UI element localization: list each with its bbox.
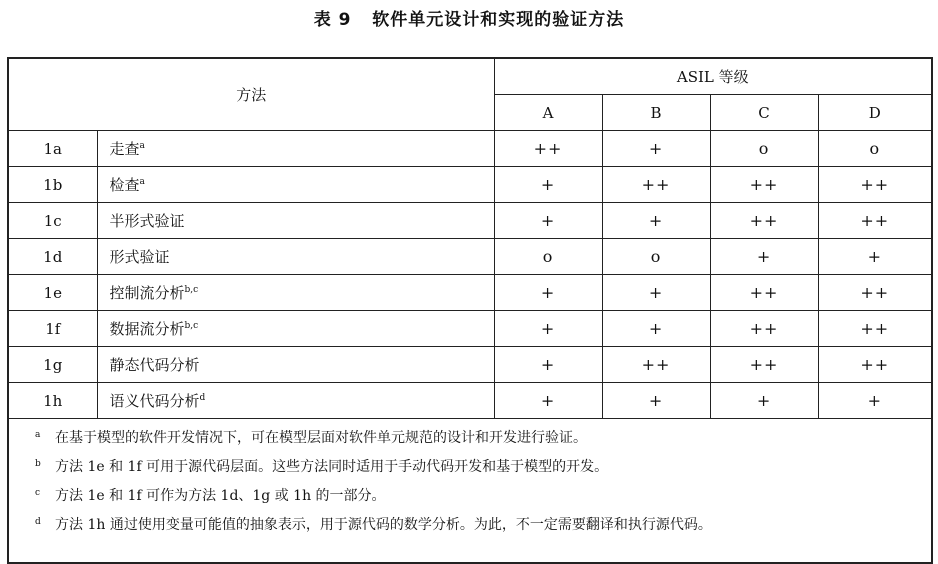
footnote: [35, 429, 931, 458]
asil-d-value: ++: [818, 167, 932, 203]
asil-a-value: +: [494, 203, 602, 239]
asil-a-value: +: [494, 347, 602, 383]
asil-column-d: D: [818, 95, 932, 131]
table-row: [8, 131, 932, 167]
asil-a-value: o: [494, 239, 602, 275]
asil-c-value: +: [710, 239, 818, 275]
method-name: 半形式验证: [109, 211, 185, 230]
footnote: [35, 487, 931, 516]
method-name-cell: [97, 239, 494, 275]
asil-level-header: ASIL 等级: [494, 58, 932, 95]
asil-c-value: ++: [710, 167, 818, 203]
method-name-cell: [97, 347, 494, 383]
footnote-text: 方法 1h 通过使用变量可能值的抽象表示，用于源代码的数学分析。为此，不一定需要翻译和执行源代码。: [55, 517, 712, 533]
footnote-mark: d: [199, 392, 206, 403]
footnote-letter: a: [35, 430, 41, 440]
method-name-cell: [97, 167, 494, 203]
asil-a-value: +: [494, 167, 602, 203]
verification-methods-table: [7, 57, 933, 564]
method-name: 形式验证: [109, 247, 170, 266]
method-id: 1d: [8, 239, 97, 275]
method-id: 1b: [8, 167, 97, 203]
asil-d-value: ++: [818, 203, 932, 239]
footnote-letter: c: [35, 488, 41, 498]
asil-d-value: o: [818, 131, 932, 167]
table-row: [8, 239, 932, 275]
footnote-text: 在基于模型的软件开发情况下，可在模型层面对软件单元规范的设计和开发进行验证。: [55, 430, 587, 446]
table-row: [8, 347, 932, 383]
method-name-cell: [97, 203, 494, 239]
asil-b-value: +: [602, 311, 710, 347]
asil-b-value: +: [602, 275, 710, 311]
method-id: 1a: [8, 131, 97, 167]
footnote-mark: a: [139, 176, 145, 187]
footnote-mark: b,c: [184, 320, 199, 331]
asil-column-b: B: [602, 95, 710, 131]
asil-b-value: ++: [602, 167, 710, 203]
asil-a-value: ++: [494, 131, 602, 167]
asil-b-value: ++: [602, 347, 710, 383]
asil-d-value: ++: [818, 347, 932, 383]
table-title: 表 9 软件单元设计和实现的验证方法: [313, 10, 625, 30]
asil-column-a: A: [494, 95, 602, 131]
table-row: [8, 383, 932, 419]
asil-a-value: +: [494, 383, 602, 419]
method-name-cell: [97, 311, 494, 347]
asil-b-value: +: [602, 203, 710, 239]
asil-c-value: ++: [710, 275, 818, 311]
asil-c-value: +: [710, 383, 818, 419]
asil-b-value: +: [602, 131, 710, 167]
footnote-letter: d: [35, 517, 41, 527]
method-id: 1g: [8, 347, 97, 383]
asil-d-value: ++: [818, 311, 932, 347]
table-row: [8, 203, 932, 239]
asil-column-c: C: [710, 95, 818, 131]
table-row: [8, 275, 932, 311]
table-row: [8, 167, 932, 203]
footnote-text: 方法 1e 和 1f 可用于源代码层面。这些方法同时适用于手动代码开发和基于模型的开发。: [55, 459, 609, 475]
asil-c-value: o: [710, 131, 818, 167]
footnotes: [8, 419, 932, 564]
footnote-text: 方法 1e 和 1f 可作为方法 1d、1g 或 1h 的一部分。: [55, 488, 386, 504]
method-name-cell: [97, 275, 494, 311]
method-name: 走查: [109, 139, 140, 158]
method-id: 1c: [8, 203, 97, 239]
method-name: 数据流分析: [109, 319, 185, 338]
asil-c-value: ++: [710, 203, 818, 239]
method-header: 方法: [8, 58, 494, 131]
method-name: 语义代码分析: [109, 391, 200, 410]
method-id: 1e: [8, 275, 97, 311]
asil-b-value: +: [602, 383, 710, 419]
asil-c-value: ++: [710, 311, 818, 347]
footnote-mark: a: [139, 140, 145, 151]
table-row: [8, 311, 932, 347]
method-id: 1f: [8, 311, 97, 347]
footnote: [35, 516, 931, 545]
method-name: 控制流分析: [109, 283, 185, 302]
asil-d-value: +: [818, 383, 932, 419]
method-name-cell: [97, 383, 494, 419]
footnote: [35, 458, 931, 487]
asil-d-value: +: [818, 239, 932, 275]
footnote-letter: b: [35, 459, 41, 469]
asil-c-value: ++: [710, 347, 818, 383]
footnote-mark: b,c: [184, 284, 199, 295]
method-id: 1h: [8, 383, 97, 419]
asil-b-value: o: [602, 239, 710, 275]
method-name: 静态代码分析: [109, 355, 200, 374]
method-name: 检查: [109, 175, 140, 194]
asil-a-value: +: [494, 275, 602, 311]
asil-a-value: +: [494, 311, 602, 347]
method-name-cell: [97, 131, 494, 167]
asil-d-value: ++: [818, 275, 932, 311]
